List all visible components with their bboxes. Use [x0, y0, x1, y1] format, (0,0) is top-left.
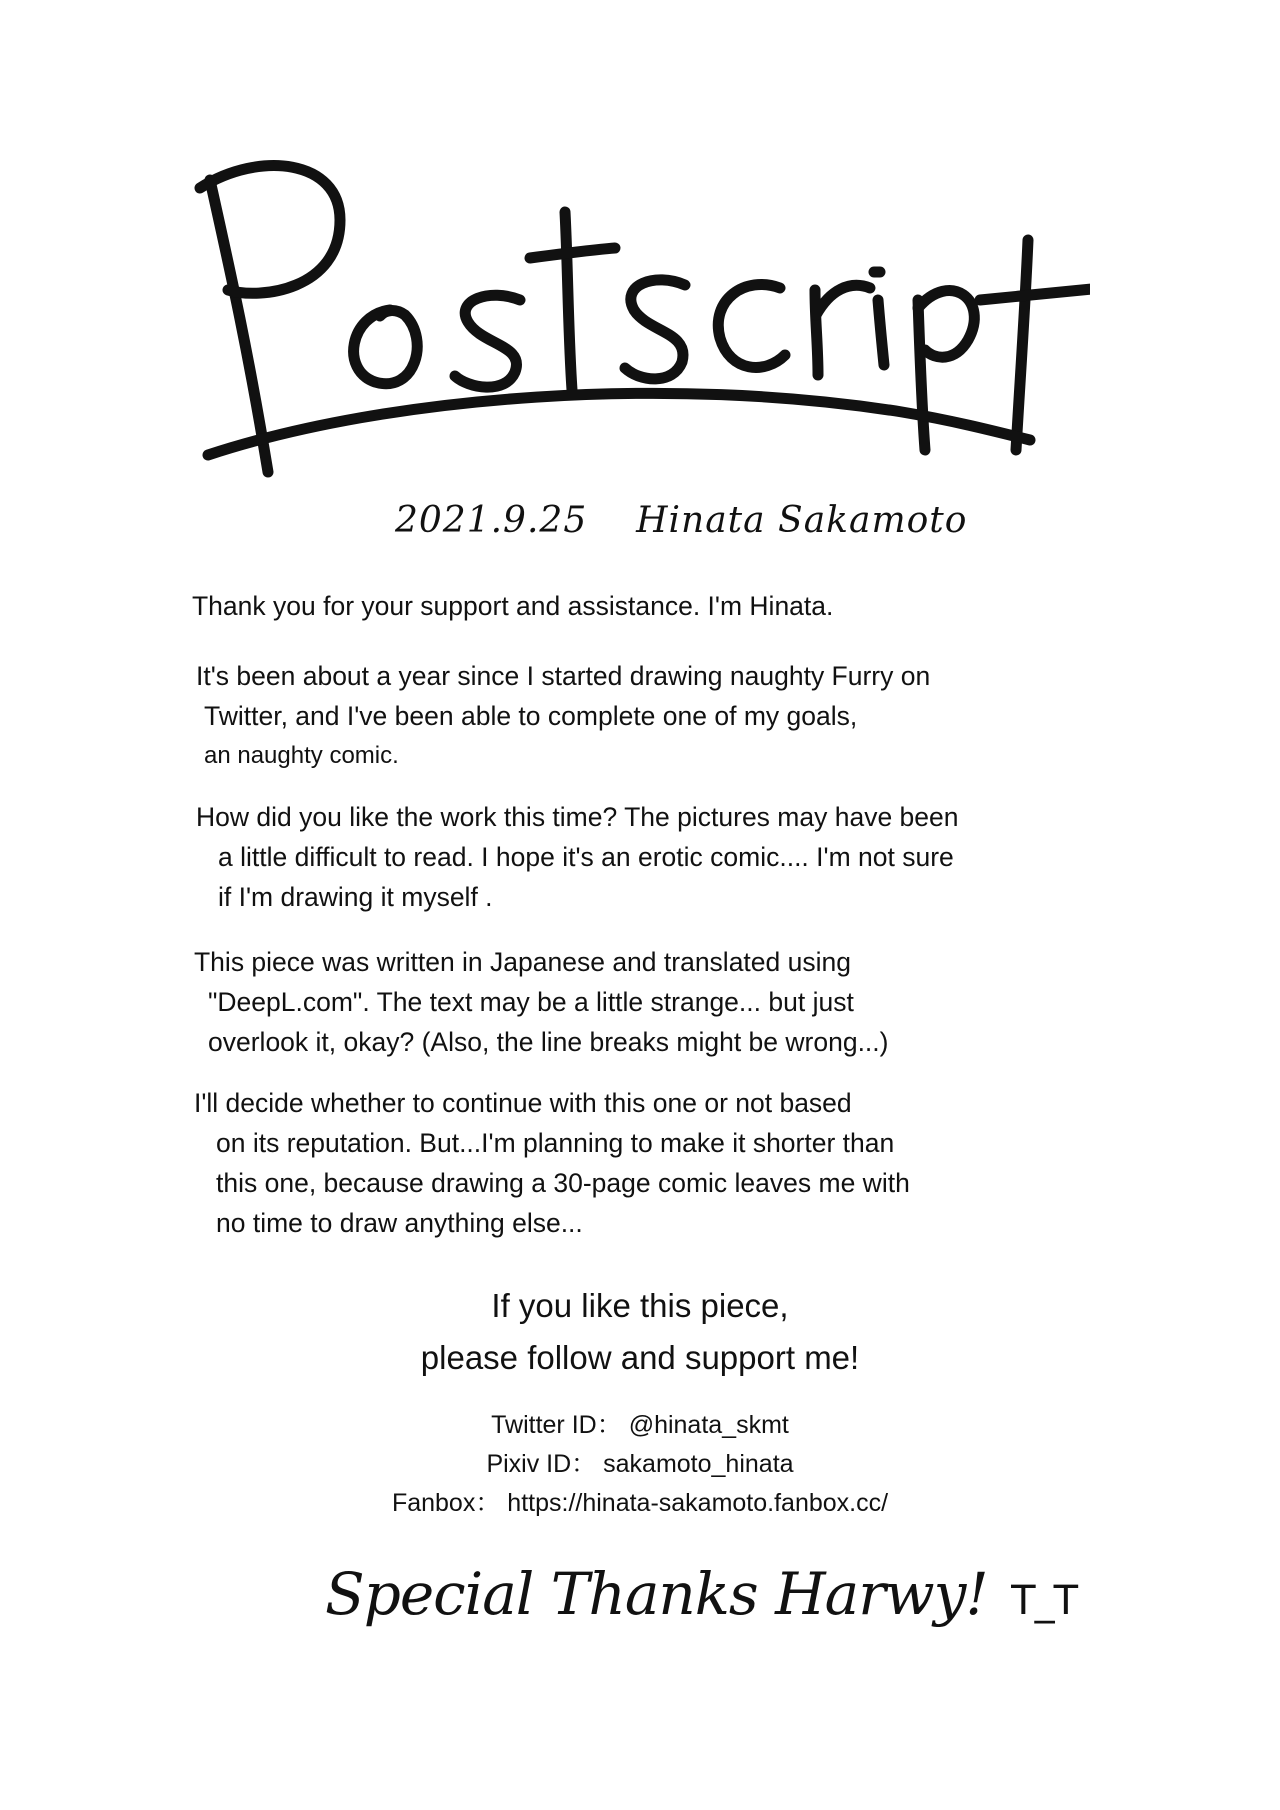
paragraph-line: "DeepL.com". The text may be a little strange... but just [208, 987, 854, 1017]
paragraph-line: Thank you for your support and assistance. I'm Hinata. [192, 591, 834, 621]
twitter-id-line: Twitter ID： @hinata_skmt [491, 1411, 789, 1439]
paragraph-line: How did you like the work this time? The pictures may have been [196, 802, 959, 832]
paragraph-line: Twitter, and I've been able to complete one of my goals, [204, 701, 858, 731]
twitter-id-link[interactable]: @hinata_skmt [628, 1411, 789, 1439]
pixiv-id-line: Pixiv ID： sakamoto_hinata [486, 1450, 794, 1478]
pixiv-id-link[interactable]: sakamoto_hinata [603, 1450, 794, 1478]
paragraph-feedback [196, 797, 959, 917]
paragraph-greeting [192, 586, 833, 626]
paragraph-line: an naughty comic. [204, 742, 399, 769]
paragraph-line: no time to draw anything else... [216, 1208, 583, 1238]
fanbox-line: Fanbox： https://hinata-sakamoto.fanbox.cc/ [391, 1489, 889, 1517]
social-links [0, 1406, 1280, 1523]
paragraph-line: I'll decide whether to continue with this one or not based [194, 1088, 852, 1118]
crying-face-emoticon: T_T [1011, 1578, 1078, 1624]
byline-date: 2021.9.25 [395, 500, 588, 541]
fanbox-label: Fanbox [391, 1489, 476, 1517]
paragraph-plans [194, 1083, 910, 1243]
title-lettering [190, 150, 1090, 550]
paragraph-translation [194, 942, 889, 1062]
paragraph-line: if I'm drawing it myself . [218, 882, 493, 912]
call-to-action [0, 1280, 1280, 1384]
paragraph-line: It's been about a year since I started drawing naughty Furry on [196, 661, 931, 691]
byline-author: Hinata Sakamoto [636, 500, 968, 541]
paragraph-line: this one, because drawing a 30-page comic leaves me with [216, 1168, 910, 1198]
paragraph-about [196, 656, 930, 776]
postscript-title-art [190, 150, 1090, 550]
cta-line: please follow and support me! [420, 1339, 860, 1376]
paragraph-line: This piece was written in Japanese and translated using [194, 947, 851, 977]
paragraph-line: on its reputation. But...I'm planning to make it shorter than [216, 1128, 895, 1158]
paragraph-line: a little difficult to read. I hope it's an erotic comic.... I'm not sure [218, 842, 954, 872]
paragraph-line: overlook it, okay? (Also, the line breaks might be wrong...) [208, 1027, 889, 1057]
special-thanks [325, 1560, 1077, 1628]
fanbox-link[interactable]: https://hinata-sakamoto.fanbox.cc/ [507, 1489, 889, 1517]
special-thanks-text: Special Thanks Harwy! [325, 1560, 988, 1628]
twitter-id-label: Twitter ID [491, 1411, 597, 1439]
pixiv-id-label: Pixiv ID [486, 1450, 572, 1478]
byline [395, 500, 967, 541]
cta-line: If you like this piece, [491, 1287, 789, 1324]
